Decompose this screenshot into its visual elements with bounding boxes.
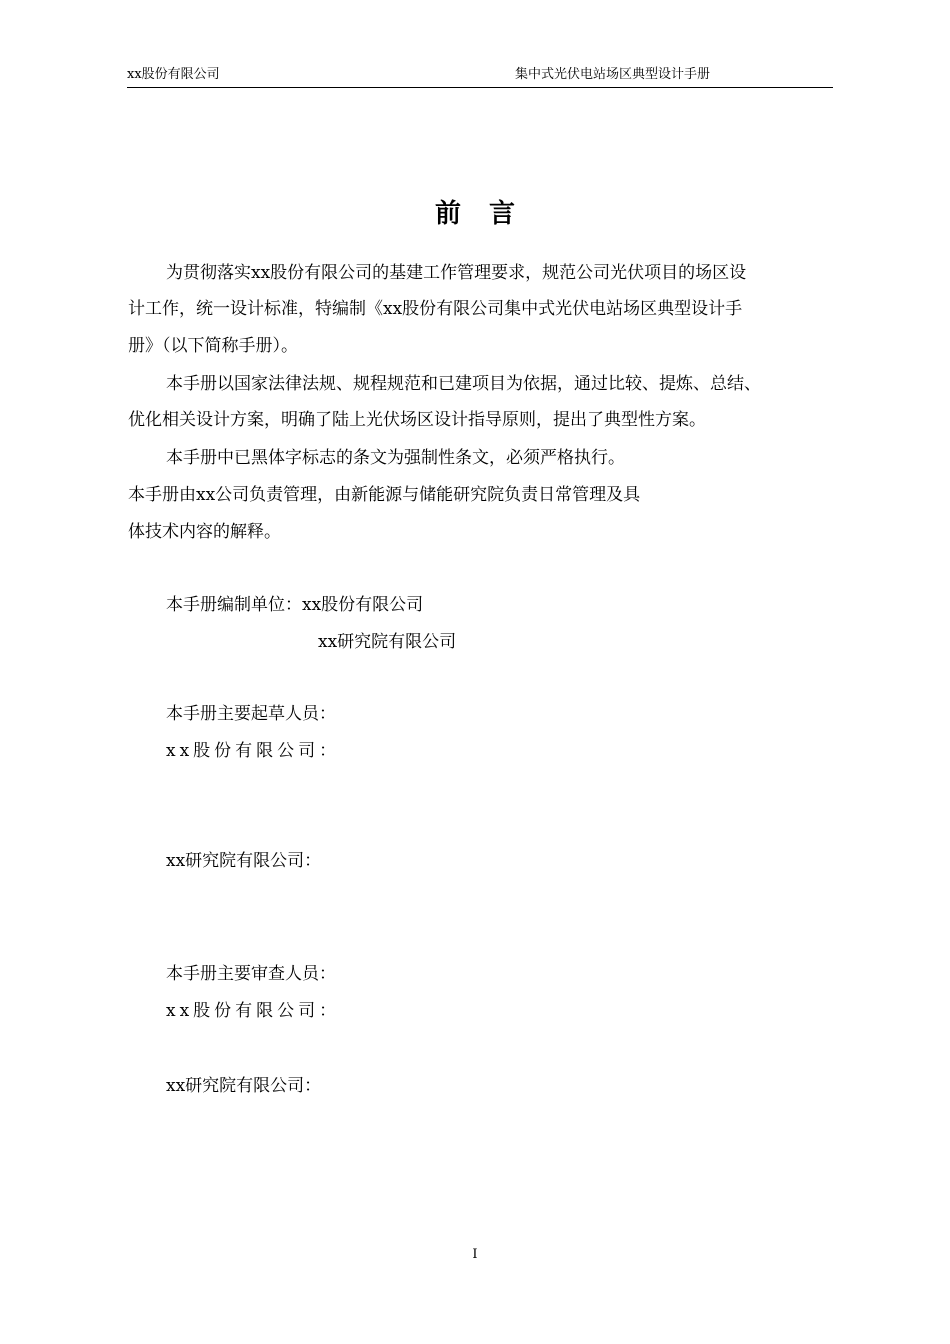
header-right: 集中式光伏电站场区典型设计手册 xyxy=(515,67,711,82)
para1-line2: 计工作，统一设计标准，特编制《xx股份有限公司集中式光伏电站场区典型设计手 xyxy=(128,299,743,319)
header-left: xx股份有限公司 xyxy=(127,67,220,82)
reviewers-company2: xx研究院有限公司： xyxy=(166,1076,322,1096)
para4-line2: 体技术内容的解释。 xyxy=(128,522,281,542)
para2-line2: 优化相关设计方案，明确了陆上光伏场区设计指导原则，提出了典型性方案。 xyxy=(128,410,706,430)
para2-line1: 本手册以国家法律法规、规程规范和已建项目为依据，通过比较、提炼、总结、 xyxy=(166,374,761,394)
drafters-company2: xx研究院有限公司： xyxy=(166,851,322,871)
para1-line3: 册》（以下简称手册）。 xyxy=(128,336,298,356)
page-title: 前言 xyxy=(434,199,543,229)
compiling-unit-second: xx研究院有限公司 xyxy=(318,632,457,652)
para1-line1: 为贯彻落实xx股份有限公司的基建工作管理要求，规范公司光伏项目的场区设 xyxy=(166,263,747,283)
para3-line1: 本手册中已黑体字标志的条文为强制性条文，必须严格执行。 xyxy=(166,448,625,468)
reviewers-label: 本手册主要审查人员： xyxy=(166,964,336,984)
header-rule xyxy=(127,87,833,88)
drafters-label: 本手册主要起草人员： xyxy=(166,704,336,724)
para4-line1: 本手册由xx公司负责管理，由新能源与储能研究院负责日常管理及具 xyxy=(128,485,641,505)
page-number: I xyxy=(472,1247,478,1262)
reviewers-company1: xx股份有限公司： xyxy=(166,1001,341,1021)
compiling-unit-label: 本手册编制单位：xx股份有限公司 xyxy=(166,595,424,615)
drafters-company1: xx股份有限公司： xyxy=(166,741,341,761)
